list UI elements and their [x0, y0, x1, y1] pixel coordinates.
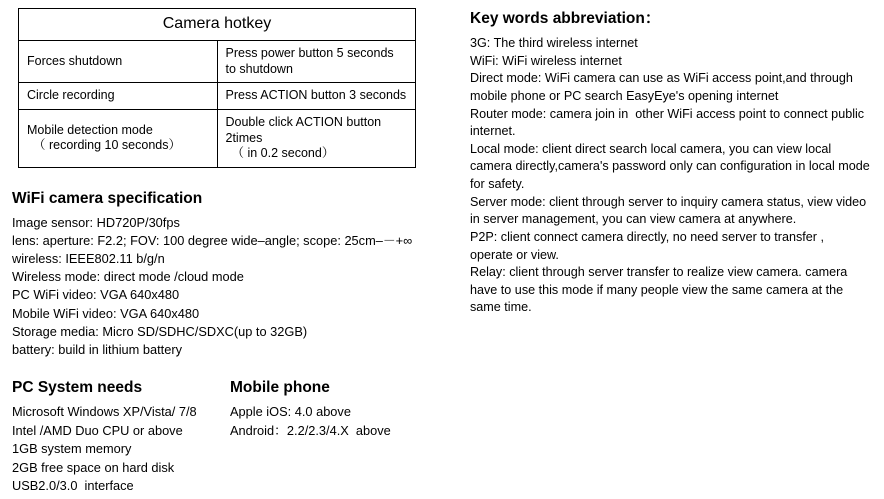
- requirements-section: [12, 379, 422, 499]
- list-item: Local mode: client direct search local camera, you can view local camera directly,camera's password only can configuration in local mode for safety.: [470, 141, 874, 191]
- list-item: Mobile WiFi video: VGA 640x480: [12, 305, 200, 321]
- list-item: 2GB free space on hard disk: [12, 459, 175, 475]
- list-item: Image sensor: HD720P/30fps: [12, 214, 180, 230]
- list-item: P2P: client connect camera directly, no need server to transfer , operate or view.: [470, 229, 828, 262]
- hotkey-row-1-value: [217, 83, 416, 110]
- left-column: [12, 8, 422, 499]
- list-item: 3G: The third wireless internet: [470, 36, 638, 50]
- hotkey-row-0-label-main: Forces shutdown: [27, 53, 123, 68]
- hotkey-row-2-label: [19, 109, 218, 167]
- list-item: Wireless mode: direct mode /cloud mode: [12, 269, 244, 285]
- list-item: PC WiFi video: VGA 640x480: [12, 287, 180, 303]
- keywords-list: [470, 35, 874, 317]
- hotkey-row-0-label: [19, 41, 218, 83]
- list-item: Apple iOS: 4.0 above: [230, 404, 351, 419]
- list-item: WiFi: WiFi wireless internet: [470, 53, 622, 68]
- hotkey-row-0-value-main: Press power button 5 seconds to shutdown: [225, 46, 394, 76]
- hotkey-row-1-label: [19, 83, 218, 110]
- list-item: Microsoft Windows XP/Vista/ 7/8: [12, 404, 197, 419]
- list-item: USB2.0/3.0 interface: [12, 478, 134, 494]
- pc-system-needs-list: [12, 403, 227, 496]
- table-row: [19, 83, 416, 110]
- hotkey-row-1-label-main: Circle recording: [27, 88, 115, 103]
- keywords-heading: Key words abbreviation：: [470, 10, 661, 27]
- list-item: Router mode: camera join in other WiFi access point to connect public internet.: [470, 106, 868, 139]
- pc-system-needs-block: [12, 379, 227, 496]
- list-item: Android：2.2/2.3/4.X above: [230, 422, 391, 438]
- list-item: wireless: IEEE802.11 b/g/n: [12, 251, 165, 267]
- mobile-phone-list: [230, 403, 430, 440]
- table-row: [19, 41, 416, 83]
- list-item: Relay: client through server transfer to realize view camera. camera have to use this mode if many people view the same camera at the same time.: [470, 265, 851, 315]
- hotkey-row-2-value-main: Double click ACTION button 2times: [225, 114, 382, 145]
- mobile-phone-block: [230, 379, 430, 440]
- wifi-spec-list: [12, 214, 422, 359]
- hotkey-row-2-label-main: Mobile detection mode: [27, 122, 153, 137]
- list-item: lens: aperture: F2.2; FOV: 100 degree wide–angle; scope: 25cm–－+∞: [12, 232, 413, 248]
- hotkey-row-1-value-main: Press ACTION button 3 seconds: [225, 88, 407, 103]
- list-item: Server mode: client through server to inquiry camera status, view video in server management, you can view camera at anywhere.: [470, 194, 870, 227]
- list-item: Storage media: Micro SD/SDHC/SDXC(up to 32GB): [12, 323, 308, 339]
- list-item: Direct mode: WiFi camera can use as WiFi access point,and through mobile phone or PC search EasyEye's opening internet: [470, 71, 857, 103]
- wifi-spec-heading: WiFi camera specification: [12, 189, 203, 207]
- table-row: [19, 109, 416, 167]
- hotkey-row-0-value: [217, 41, 416, 83]
- hotkey-row-2-value: [217, 109, 416, 167]
- right-column: [470, 6, 874, 317]
- mobile-phone-heading: Mobile phone: [230, 379, 330, 396]
- table-header-row: [19, 9, 416, 41]
- list-item: Intel /AMD Duo CPU or above: [12, 422, 183, 438]
- hotkey-row-2-label-sub: （ recording 10 seconds）: [33, 138, 181, 153]
- list-item: 1GB system memory: [12, 441, 132, 457]
- camera-hotkey-table: [18, 8, 416, 168]
- pc-system-needs-heading: PC System needs: [12, 379, 143, 396]
- hotkey-row-2-value-sub: （ in 0.2 second）: [231, 146, 335, 161]
- list-item: battery: build in lithium battery: [12, 341, 182, 357]
- hotkey-table-title: Camera hotkey: [19, 9, 416, 41]
